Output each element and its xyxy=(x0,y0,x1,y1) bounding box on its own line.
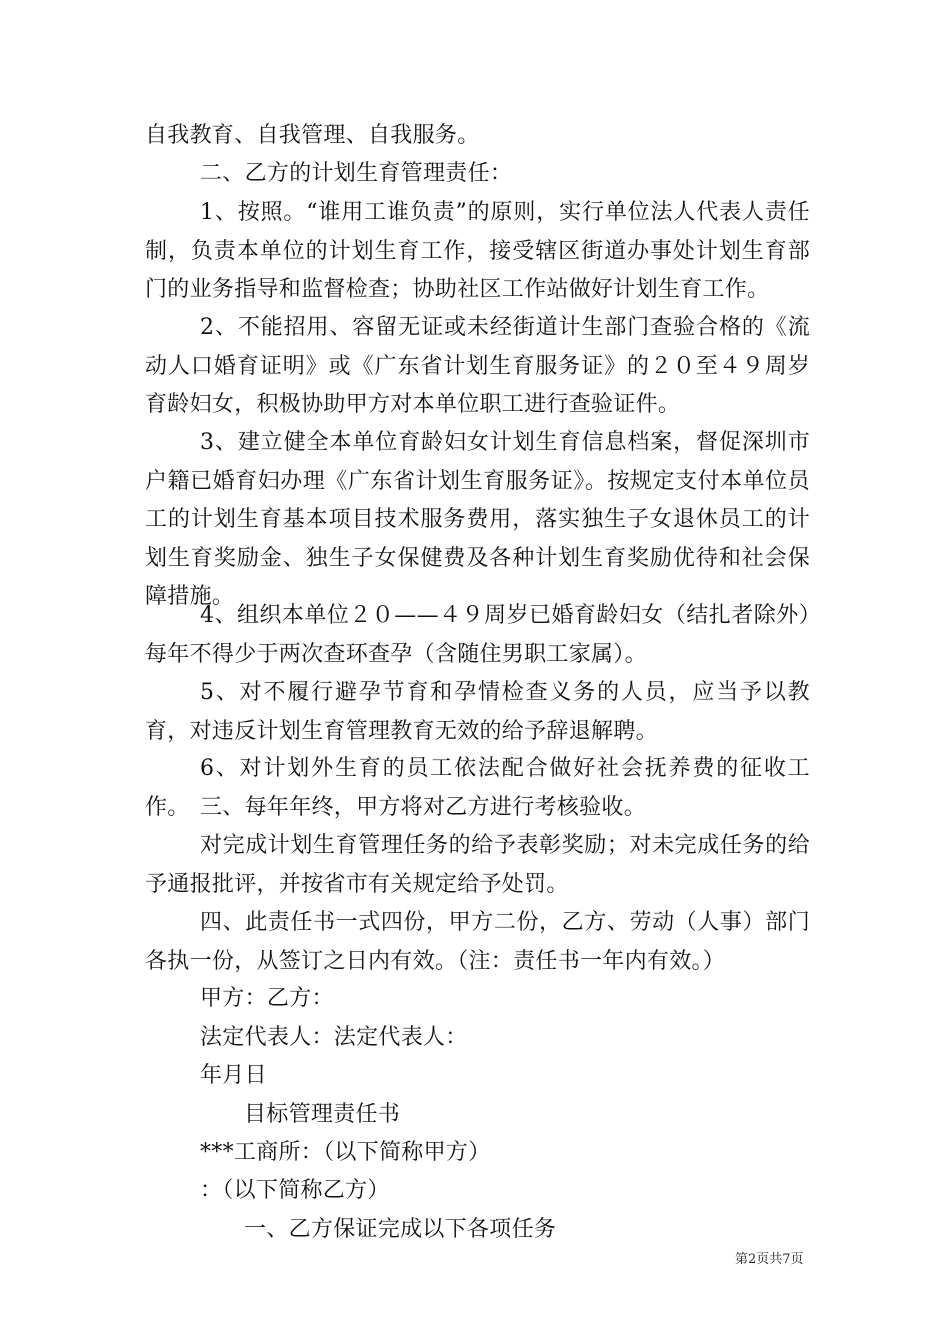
clause-1: 1、按照。“谁用工谁负责”的原则，实行单位法人代表人责任制，负责本单位的计划生育工作，接受辖区街道办事处计划生育部门的业务指导和监督检查；协助社区工作站做好计划生育工作。 xyxy=(145,200,810,302)
clause-3: 3、建立健全本单位育龄妇女计划生育信息档案，督促深圳市户籍已婚育妇办理《广东省计划生育服务证》。按规定支付本单位员工的计划生育基本项目技术服务费用，落实独生子女退休员工的计划生育奖励金、独生子女保健费及各种计划生育奖励优待和社会保障措施。 xyxy=(145,430,810,609)
task-heading-1: 一、乙方保证完成以下各项任务 xyxy=(244,1217,557,1242)
signature-representatives: 法定代表人：法定代表人： xyxy=(200,1025,468,1050)
party-b-line: ：（以下简称乙方） xyxy=(200,1178,390,1203)
party-a-line: ***工商所：（以下简称甲方） xyxy=(200,1140,491,1165)
clause-2: 2、不能招用、容留无证或未经街道计生部门查验合格的《流动人口婚育证明》或《广东省计划生育服务证》的２０至４９周岁育龄妇女，积极协助甲方对本单位职工进行查验证件。 xyxy=(145,315,810,417)
paragraph-1: 自我教育、自我管理、自我服务。 xyxy=(145,123,480,148)
paragraph-reward: 对完成计划生育管理任务的给予表彰奖励；对未完成任务的给予通报批评，并按省市有关规定给予处罚。 xyxy=(145,833,810,897)
clause-5: 5、对不履行避孕节育和孕情检查义务的人员，应当予以教育，对违反计划生育管理教育无效的给予辞退解聘。 xyxy=(145,680,810,744)
section-heading-4: 四、此责任书一式四份，甲方二份，乙方、劳动（人事）部门各执一份，从签订之日内有效。（注：责任书一年内有效。） xyxy=(145,910,810,974)
signature-parties: 甲方：乙方： xyxy=(200,986,334,1011)
signature-date: 年月日 xyxy=(200,1063,267,1088)
section-heading-2: 二、乙方的计划生育管理责任： xyxy=(200,161,513,186)
clause-4: 4、组织本单位２０——４９周岁已婚育龄妇女（结扎者除外）每年不得少于两次查环查孕（含随住男职工家属）。 xyxy=(145,603,810,667)
section-heading-3: 三、每年年终，甲方将对乙方进行考核验收。 xyxy=(200,795,647,820)
document-title: 目标管理责任书 xyxy=(244,1102,401,1127)
page-number: 第2页共7页 xyxy=(735,1252,804,1267)
clause-6: 6、对计划外生育的员工依法配合做好社会抚养费的征收工作。 xyxy=(145,756,810,820)
